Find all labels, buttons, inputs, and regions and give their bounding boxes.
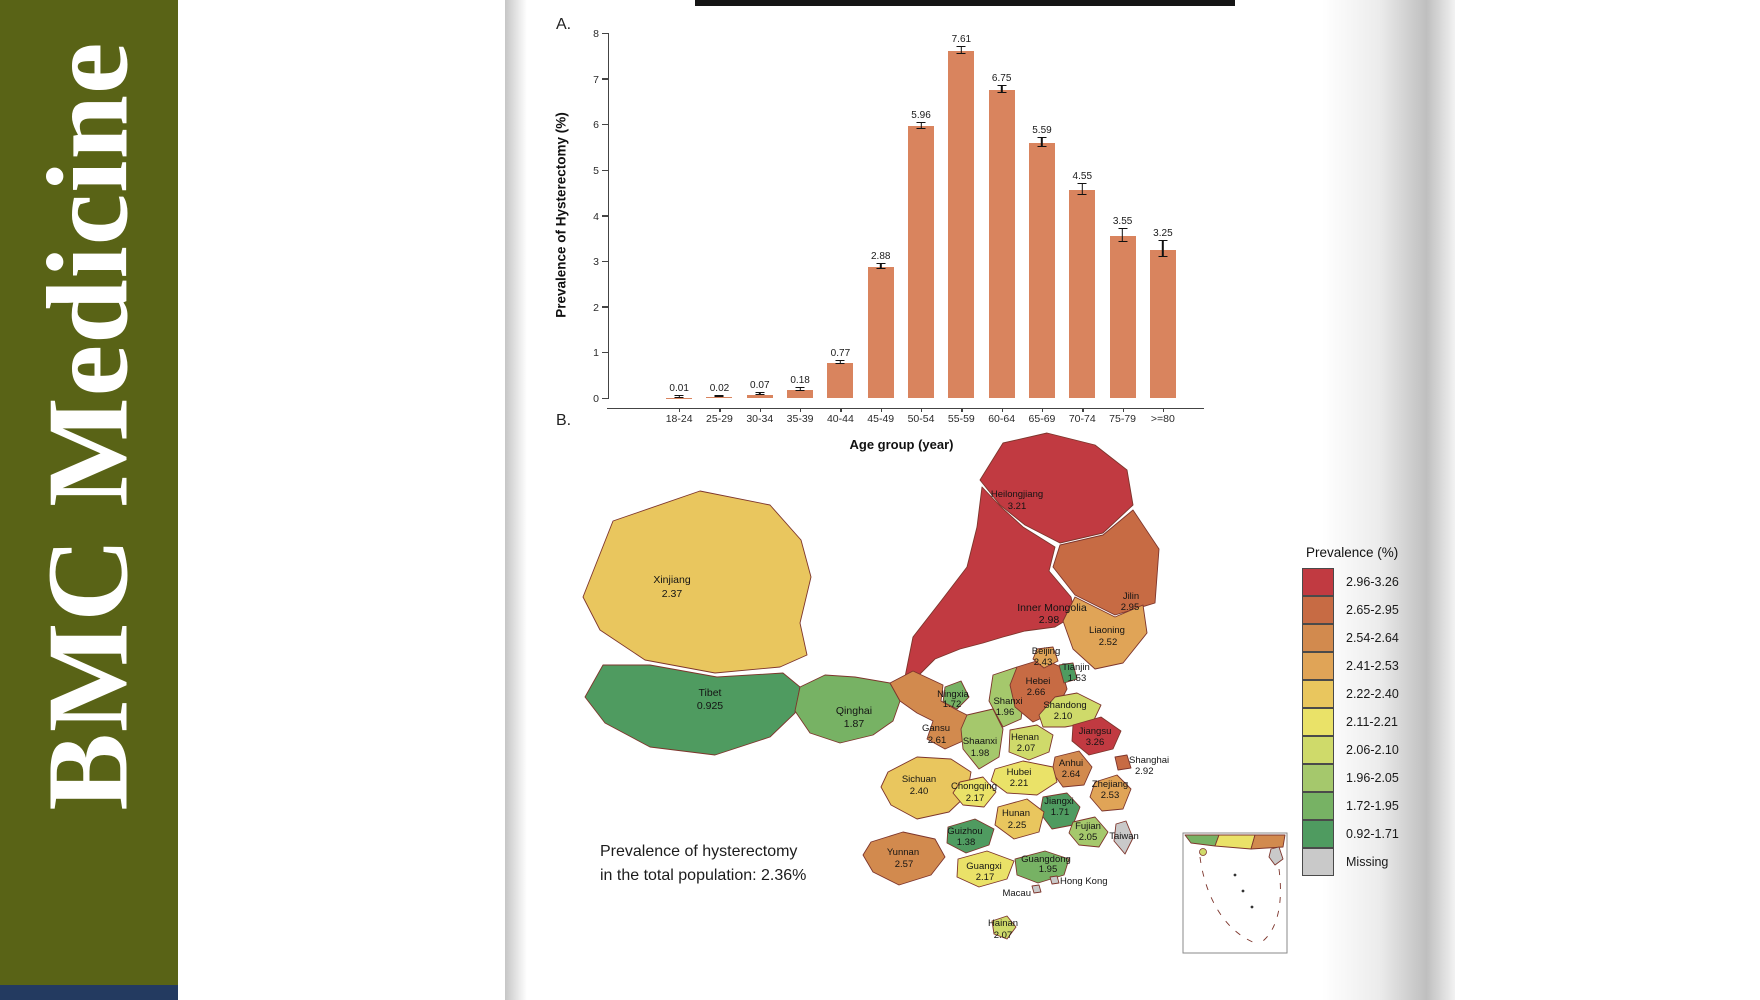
province-value-hebei: 2.66 bbox=[1026, 687, 1046, 698]
panel-a-label: A. bbox=[556, 16, 572, 33]
province-label-tibet: Tibet bbox=[698, 687, 722, 699]
legend-swatch bbox=[1302, 624, 1334, 652]
legend-row bbox=[1302, 624, 1399, 652]
legend-row bbox=[1302, 680, 1399, 708]
x-axis-title: Age group (year) bbox=[849, 437, 954, 452]
y-tick-mark bbox=[602, 352, 609, 353]
province-label-macau: Macau bbox=[1002, 888, 1031, 899]
y-tick-mark bbox=[602, 170, 609, 171]
error-bar bbox=[1037, 137, 1046, 147]
x-tick-label: 35-39 bbox=[786, 413, 814, 425]
province-value-fujian: 2.05 bbox=[1078, 832, 1098, 843]
legend-swatch bbox=[1302, 736, 1334, 764]
bar-value-label: 0.18 bbox=[790, 374, 810, 386]
bar-value-label: 3.55 bbox=[1112, 216, 1133, 228]
error-bar bbox=[1118, 228, 1127, 242]
bar bbox=[787, 390, 813, 398]
inset-island-dot bbox=[1234, 874, 1237, 877]
bar bbox=[1110, 236, 1136, 398]
legend-label: 2.06-2.10 bbox=[1346, 743, 1399, 757]
province-value-gansu: 2.61 bbox=[927, 735, 947, 746]
x-tick-label: 50-54 bbox=[907, 413, 935, 425]
province-label-shanghai: Shanghai bbox=[1129, 755, 1170, 766]
x-tick-label: >=80 bbox=[1150, 413, 1175, 425]
province-label-shaanxi: Shaanxi bbox=[962, 736, 998, 747]
y-tick-label: 1 bbox=[593, 347, 599, 360]
bar-slot bbox=[982, 33, 1022, 425]
error-bar bbox=[997, 85, 1006, 93]
legend-swatch bbox=[1302, 764, 1334, 792]
province-label-shandong: Shandong bbox=[1043, 700, 1087, 711]
province-value-shanxi: 1.96 bbox=[995, 707, 1015, 718]
x-tick-mark bbox=[1042, 408, 1043, 412]
province-tibet bbox=[585, 665, 800, 755]
x-tick-mark bbox=[840, 408, 841, 412]
x-tick-label: 60-64 bbox=[988, 413, 1016, 425]
bar-slot bbox=[1022, 33, 1062, 425]
province-label-hainan: Hainan bbox=[987, 918, 1019, 929]
legend-swatch bbox=[1302, 848, 1334, 876]
y-tick-label: 7 bbox=[593, 73, 599, 86]
bar-slot bbox=[820, 33, 860, 425]
y-tick-label: 0 bbox=[593, 393, 599, 405]
province-value-zhejiang: 2.53 bbox=[1100, 790, 1120, 801]
province-value-henan: 2.07 bbox=[1016, 743, 1036, 754]
cropped-header-bar bbox=[695, 0, 1235, 6]
province-label-inner-mongolia: Inner Mongolia bbox=[1017, 602, 1087, 614]
province-label-hebei: Hebei bbox=[1025, 676, 1051, 687]
province-label-ningxia: Ningxia bbox=[937, 689, 969, 700]
province-value-guangdong: 1.95 bbox=[1038, 864, 1058, 875]
province-value-inner-mongolia: 2.98 bbox=[1038, 614, 1060, 626]
legend-swatch bbox=[1302, 708, 1334, 736]
legend-row bbox=[1302, 596, 1399, 624]
legend-swatch bbox=[1302, 652, 1334, 680]
error-bar bbox=[836, 360, 845, 365]
x-tick-mark bbox=[1002, 408, 1003, 412]
province-label-qinghai: Qinghai bbox=[835, 705, 873, 717]
legend-swatch bbox=[1302, 792, 1334, 820]
x-tick-label: 30-34 bbox=[746, 413, 774, 425]
y-tick-label: 8 bbox=[593, 28, 599, 40]
province-label-hunan: Hunan bbox=[1002, 808, 1030, 819]
inset-island-dot bbox=[1242, 890, 1245, 893]
x-tick-mark bbox=[1123, 408, 1124, 412]
province-label-yunnan: Yunnan bbox=[886, 847, 920, 858]
province-label-tianjin: Tianjin bbox=[1062, 662, 1090, 673]
province-label-jiangsu: Jiangsu bbox=[1078, 726, 1112, 737]
banner-bottom-bar bbox=[0, 985, 178, 1000]
map-legend bbox=[1302, 545, 1399, 876]
province-value-shaanxi: 1.98 bbox=[970, 748, 990, 759]
province-value-shanghai: 2.92 bbox=[1135, 766, 1154, 777]
x-tick-label: 55-59 bbox=[947, 413, 975, 425]
province-label-hubei: Hubei bbox=[1006, 767, 1032, 778]
bar bbox=[989, 90, 1015, 398]
bar-slot bbox=[740, 33, 780, 425]
province-label-zhejiang: Zhejiang bbox=[1091, 779, 1129, 790]
south-china-sea-inset bbox=[1183, 833, 1287, 953]
bar-chart-plot bbox=[593, 28, 1196, 425]
bar bbox=[1150, 250, 1176, 398]
map-annotation-line1: Prevalence of hysterectomy bbox=[600, 843, 798, 860]
province-xinjiang bbox=[583, 491, 811, 673]
x-tick-mark bbox=[881, 408, 882, 412]
province-label-sichuan: Sichuan bbox=[901, 774, 937, 785]
y-tick-mark bbox=[602, 398, 609, 399]
bar-value-label: 7.61 bbox=[951, 34, 972, 46]
bar bbox=[948, 51, 974, 398]
province-label-fujian: Fujian bbox=[1075, 821, 1101, 832]
province-macau bbox=[1032, 885, 1041, 893]
province-value-beijing: 2.43 bbox=[1033, 657, 1053, 668]
bar-value-label: 6.75 bbox=[991, 72, 1012, 84]
legend-row bbox=[1302, 764, 1399, 792]
legend-row bbox=[1302, 792, 1399, 820]
bar-value-label: 0.07 bbox=[750, 380, 770, 392]
bar-slot bbox=[699, 33, 739, 425]
x-tick-mark bbox=[1082, 408, 1083, 412]
x-tick-mark bbox=[921, 408, 922, 412]
legend-row bbox=[1302, 652, 1399, 680]
province-label-jiangxi: Jiangxi bbox=[1044, 796, 1074, 807]
y-axis-title: Prevalence of Hysterectomy (%) bbox=[553, 112, 569, 318]
legend-label: Missing bbox=[1346, 855, 1389, 869]
error-bar bbox=[755, 392, 764, 395]
x-tick-label: 40-44 bbox=[826, 413, 854, 425]
y-tick-label: 2 bbox=[593, 301, 599, 314]
error-bar bbox=[876, 263, 885, 269]
province-value-jiangsu: 3.26 bbox=[1085, 737, 1105, 748]
bar-slot bbox=[861, 33, 901, 425]
province-value-guizhou: 1.38 bbox=[956, 837, 976, 848]
x-axis-line bbox=[607, 408, 1204, 409]
error-bar bbox=[1078, 183, 1087, 195]
province-label-liaoning: Liaoning bbox=[1089, 625, 1125, 636]
province-value-sichuan: 2.40 bbox=[909, 786, 929, 797]
legend-label: 1.72-1.95 bbox=[1346, 799, 1399, 813]
journal-banner bbox=[0, 0, 178, 1000]
legend-row bbox=[1302, 848, 1399, 876]
province-label-anhui: Anhui bbox=[1058, 758, 1084, 769]
bar bbox=[868, 267, 894, 398]
province-label-chongqing: Chongqing bbox=[951, 781, 997, 792]
legend-label: 2.41-2.53 bbox=[1346, 659, 1399, 673]
legend-label: 1.96-2.05 bbox=[1346, 771, 1399, 785]
province-label-hong-kong: Hong Kong bbox=[1060, 876, 1108, 887]
province-value-hainan: 2.07 bbox=[993, 930, 1013, 941]
bar-slot bbox=[780, 33, 820, 425]
y-tick-mark bbox=[602, 261, 609, 262]
bar-value-label: 5.59 bbox=[1032, 124, 1052, 136]
province-value-shandong: 2.10 bbox=[1053, 711, 1073, 722]
province-label-heilongjiang: Heilongjiang bbox=[990, 489, 1044, 500]
x-tick-mark bbox=[1163, 408, 1164, 412]
province-value-guangxi: 2.17 bbox=[975, 872, 995, 883]
x-tick-label: 18-24 bbox=[665, 413, 693, 425]
province-label-gansu: Gansu bbox=[922, 723, 950, 734]
province-value-tianjin: 1.53 bbox=[1067, 673, 1087, 684]
x-tick-label: 25-29 bbox=[706, 413, 733, 425]
legend-row bbox=[1302, 736, 1399, 764]
inset-hainan bbox=[1200, 849, 1207, 856]
bars-row bbox=[659, 33, 1183, 425]
province-label-beijing: Beijing bbox=[1031, 646, 1061, 657]
x-tick-label: 45-49 bbox=[867, 413, 895, 425]
province-value-liaoning: 2.52 bbox=[1098, 637, 1118, 648]
bar bbox=[827, 363, 853, 398]
x-tick-label: 65-69 bbox=[1028, 413, 1056, 425]
y-tick-label: 3 bbox=[593, 256, 599, 269]
inset-coast-east bbox=[1251, 835, 1285, 849]
x-tick-mark bbox=[760, 408, 761, 412]
bar-slot bbox=[659, 33, 699, 425]
province-value-jilin: 2.95 bbox=[1120, 602, 1140, 613]
bar-value-label: 3.25 bbox=[1153, 228, 1173, 240]
legend-items bbox=[1302, 568, 1399, 876]
legend-swatch bbox=[1302, 680, 1334, 708]
error-bar bbox=[957, 46, 966, 53]
province-value-tibet: 0.925 bbox=[696, 700, 724, 712]
province-label-guangxi: Guangxi bbox=[966, 861, 1002, 872]
legend-label: 0.92-1.71 bbox=[1346, 827, 1399, 841]
map-annotation-line2: in the total population: 2.36% bbox=[600, 867, 807, 884]
error-bar bbox=[675, 395, 684, 397]
bar-slot bbox=[1143, 33, 1183, 425]
province-label-shanxi: Shanxi bbox=[993, 696, 1023, 707]
y-tick-label: 5 bbox=[593, 164, 599, 177]
bar-slot bbox=[941, 33, 981, 425]
province-value-anhui: 2.64 bbox=[1061, 769, 1081, 780]
y-tick-mark bbox=[602, 124, 609, 125]
y-tick-mark bbox=[602, 215, 609, 216]
y-tick-label: 4 bbox=[593, 210, 599, 223]
map-annotation bbox=[600, 840, 860, 888]
legend-label: 2.22-2.40 bbox=[1346, 687, 1399, 701]
legend-label: 2.11-2.21 bbox=[1346, 715, 1398, 729]
legend-label: 2.54-2.64 bbox=[1346, 631, 1399, 645]
province-label-guizhou: Guizhou bbox=[947, 826, 983, 837]
error-bar bbox=[796, 387, 805, 391]
x-tick-mark bbox=[679, 408, 680, 412]
panel-b-label: B. bbox=[556, 412, 572, 429]
province-value-heilongjiang: 3.21 bbox=[1007, 501, 1027, 512]
legend-swatch bbox=[1302, 596, 1334, 624]
inset-island-dot bbox=[1251, 906, 1254, 909]
legend-label: 2.96-3.26 bbox=[1346, 575, 1399, 589]
inset-coast-mid bbox=[1215, 835, 1255, 849]
y-tick-mark bbox=[602, 78, 609, 79]
bar-value-label: 2.88 bbox=[870, 250, 891, 262]
legend-row bbox=[1302, 820, 1399, 848]
x-tick-mark bbox=[800, 408, 801, 412]
error-bar bbox=[715, 395, 724, 398]
province-label-xinjiang: Xinjiang bbox=[653, 574, 691, 586]
legend-swatch bbox=[1302, 820, 1334, 848]
province-value-hunan: 2.25 bbox=[1007, 820, 1027, 831]
legend-swatch bbox=[1302, 568, 1334, 596]
y-tick-label: 6 bbox=[593, 119, 599, 132]
y-tick-mark bbox=[602, 306, 609, 307]
legend-row bbox=[1302, 708, 1399, 736]
province-value-xinjiang: 2.37 bbox=[661, 588, 683, 600]
province-value-jiangxi: 1.71 bbox=[1050, 807, 1070, 818]
province-label-jilin: Jilin bbox=[1122, 591, 1140, 602]
province-label-guangdong: Guangdong bbox=[1021, 854, 1071, 865]
legend-title: Prevalence (%) bbox=[1306, 545, 1399, 560]
bar-slot bbox=[1102, 33, 1142, 425]
province-value-chongqing: 2.17 bbox=[965, 793, 985, 804]
x-tick-mark bbox=[961, 408, 962, 412]
bar-value-label: 4.55 bbox=[1072, 171, 1093, 183]
province-value-hubei: 2.21 bbox=[1009, 778, 1029, 789]
x-tick-mark bbox=[719, 408, 720, 412]
bar-value-label: 0.02 bbox=[709, 382, 730, 394]
bar-slot bbox=[901, 33, 941, 425]
province-hunan bbox=[995, 799, 1044, 839]
legend-label: 2.65-2.95 bbox=[1346, 603, 1399, 617]
x-tick-label: 70-74 bbox=[1068, 413, 1096, 425]
journal-title-vertical: BMC Medicine bbox=[24, 41, 153, 811]
y-tick-mark bbox=[602, 33, 609, 34]
province-value-qinghai: 1.87 bbox=[843, 718, 865, 730]
error-bar bbox=[1158, 240, 1167, 257]
bar-value-label: 0.01 bbox=[669, 383, 689, 395]
province-label-henan: Henan bbox=[1011, 732, 1039, 743]
legend-row bbox=[1302, 568, 1399, 596]
province-hong-kong bbox=[1050, 876, 1059, 884]
province-value-yunnan: 2.57 bbox=[894, 859, 914, 870]
province-label-taiwan: Taiwan bbox=[1109, 831, 1139, 842]
province-value-ningxia: 1.72 bbox=[942, 699, 962, 710]
bar-value-label: 0.77 bbox=[830, 347, 851, 359]
x-tick-label: 75-79 bbox=[1109, 413, 1137, 425]
bar bbox=[908, 126, 934, 398]
error-bar bbox=[917, 122, 926, 129]
bar-value-label: 5.96 bbox=[911, 109, 931, 121]
